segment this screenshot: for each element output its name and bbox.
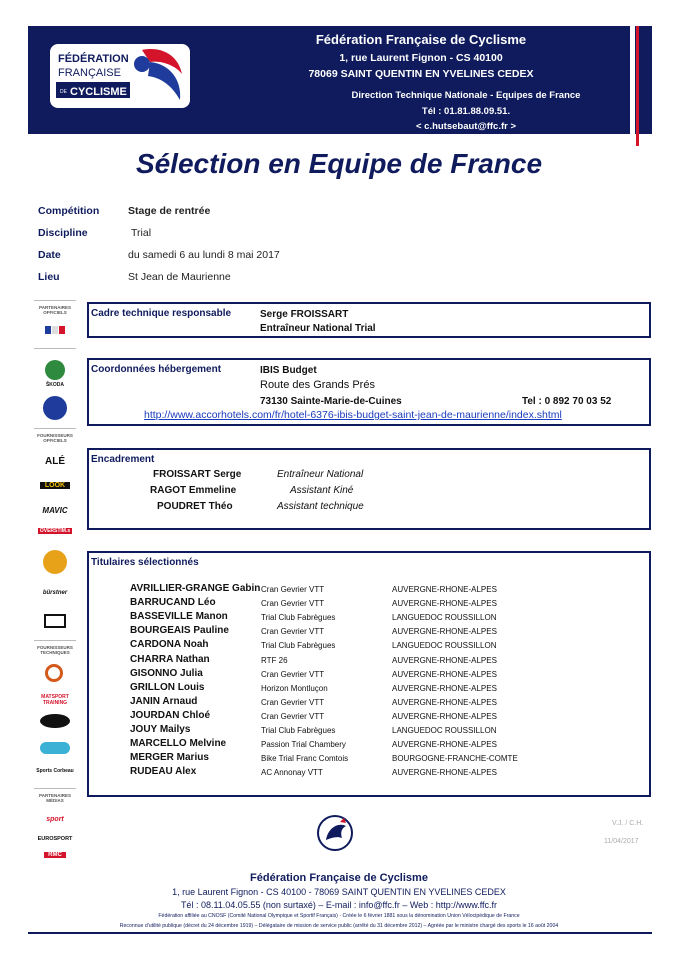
header-direction: Direction Technique Nationale - Equipes de France	[351, 90, 581, 101]
signature-date: 11/04/2017	[604, 838, 639, 845]
rider-club: RTF 26	[261, 655, 288, 665]
rider-name: RUDEAU Alex	[130, 766, 197, 778]
header-address-2: 78069 SAINT QUENTIN EN YVELINES CEDEX	[308, 68, 534, 80]
rider-club: Cran Gevrier VTT	[261, 711, 325, 721]
rider-region: AUVERGNE-RHONE-ALPES	[392, 740, 497, 750]
footer-address: 1, rue Laurent Fignon - CS 40100 - 78069 SAINT QUENTIN EN YVELINES CEDEX	[172, 887, 506, 897]
titulaires-box	[87, 551, 651, 797]
eurosport-logo: EUROSPORT	[37, 836, 73, 842]
french-republic-logo	[45, 326, 65, 338]
cadre-title: Cadre technique responsable	[91, 308, 232, 319]
cadre-role: Entraîneur National Trial	[260, 323, 376, 334]
header-stripe-red	[636, 26, 639, 146]
rider-name: MARCELLO Melvine	[130, 738, 227, 750]
footer-name: Fédération Française de Cyclisme	[250, 872, 428, 884]
rider-region: AUVERGNE-RHONE-ALPES	[392, 585, 497, 594]
cyan-brand-logo	[40, 742, 70, 754]
rider-region: LANGUEDOC ROUSSILLON	[392, 641, 497, 651]
skoda-logo	[45, 360, 65, 380]
competition-label: Compétition	[38, 205, 100, 217]
rider-name: CARDONA Noah	[130, 639, 209, 651]
mavic-logo: MAVIC	[42, 506, 68, 515]
rider-region: AUVERGNE-RHONE-ALPES	[392, 627, 497, 637]
ffc-logo	[50, 44, 190, 108]
rider-name: JANIN Arnaud	[130, 695, 198, 707]
date-value: du samedi 6 au lundi 8 mai 2017	[128, 249, 280, 261]
hotel-city: 73130 Sainte-Marie-de-Cuines	[260, 396, 402, 407]
rider-region: BOURGOGNE-FRANCHE-COMTE	[392, 754, 518, 764]
media-caption: PARTENAIRES MÉDIAS	[39, 793, 71, 803]
rider-name: BARRUCAND Léo	[130, 597, 216, 609]
rider-region: AUVERGNE-RHONE-ALPES	[392, 599, 497, 609]
hotel-name: IBIS Budget	[260, 365, 317, 376]
hotel-street: Route des Grands Prés	[260, 379, 375, 391]
rider-club: Trial Club Fabrègues	[261, 613, 336, 623]
suppliers-caption: FOURNISSEURS OFFICIELS	[37, 433, 73, 443]
page-title: Sélection en Equipe de France	[135, 148, 543, 179]
logo-line1: FÉDÉRATION	[58, 53, 129, 65]
rider-name: JOURDAN Chloé	[130, 709, 211, 721]
rider-club: Bike Trial Franc Comtois	[261, 754, 349, 764]
competition-value: Stage de rentrée	[128, 205, 211, 217]
header-tel: Tél : 01.81.88.09.51.	[421, 106, 511, 117]
logo-line2: FRANÇAISE	[58, 67, 121, 79]
signature-initials: V.J. / C.H.	[612, 820, 644, 827]
fdj-logo	[43, 396, 67, 420]
header-stripe-white	[630, 26, 635, 146]
ciclo-logo	[45, 664, 63, 682]
rider-name: GRILLON Louis	[130, 681, 205, 693]
staff-name: FROISSART Serge	[153, 469, 242, 480]
discipline-value: Trial	[131, 227, 152, 239]
hebergement-box	[87, 358, 651, 426]
logo-line3: CYCLISME	[70, 86, 127, 98]
lieu-value: St Jean de Maurienne	[128, 271, 231, 283]
rider-name: JOUY Mailys	[130, 724, 191, 735]
lieu-label: Lieu	[38, 271, 60, 283]
matsport-logo: MATSPORT TRAINING	[41, 694, 69, 706]
medal-logo	[43, 550, 67, 574]
staff-name: POUDRET Théo	[157, 501, 233, 512]
look-logo: LOOK	[40, 482, 70, 489]
staff-role: Assistant technique	[277, 501, 364, 512]
rider-region: AUVERGNE-RHONE-ALPES	[392, 683, 497, 693]
rider-name: BASSEVILLE Manon	[130, 611, 228, 623]
rider-club: Cran Gevrier VTT	[261, 669, 325, 679]
hotel-tel: Tel : 0 892 70 03 52	[522, 396, 612, 407]
footer-affiliation: Fédération affiliée au CNOSF (Comité National Olympique et Sportif Français) · Créée le 6 février 1881 sous la dénomination Union Vélocipédique de France	[158, 913, 520, 919]
rider-name: CHARRA Nathan	[130, 653, 210, 665]
encadrement-title: Encadrement	[91, 454, 155, 465]
footer-contact[interactable]: Tél : 08.11.04.05.55 (non surtaxé) – E-mail : info@ffc.fr – Web : http://www.ffc.fr	[180, 900, 498, 910]
discipline-label: Discipline	[38, 227, 88, 239]
cadre-name: Serge FROISSART	[260, 309, 349, 320]
rider-region: LANGUEDOC ROUSSILLON	[392, 613, 497, 623]
header-address-1: 1, rue Laurent Fignon - CS 40100	[339, 52, 503, 64]
france-tv-sport-logo: sport	[46, 816, 64, 823]
rider-club: Cran Gevrier VTT	[261, 627, 325, 637]
staff-role: Entraîneur National	[277, 469, 364, 480]
rider-name: MERGER Marius	[130, 752, 209, 764]
footer-recognition: Reconnue d'utilité publique (décret du 24 décembre 1919) – Délégataire de mission de service public (arrêté du 31 décembre 2012) – Agréée par le ministre chargé des sports le 16 août 2004	[119, 923, 559, 929]
hotel-link[interactable]: http://www.accorhotels.com/fr/hotel-6376-ibis-budget-saint-jean-de-maurienne/index.shtml	[144, 409, 562, 421]
partners-caption: PARTENAIRES OFFICIELS	[39, 305, 71, 315]
rider-region: AUVERGNE-RHONE-ALPES	[392, 669, 497, 679]
burstner-logo: bürstner	[42, 590, 68, 596]
rider-region: LANGUEDOC ROUSSILLON	[392, 726, 497, 735]
rider-region: AUVERGNE-RHONE-ALPES	[392, 697, 497, 707]
footer-rule	[28, 932, 652, 934]
sponsor-column	[30, 300, 80, 870]
rider-club: Cran Gevrier VTT	[261, 599, 325, 609]
oval-brand-logo	[40, 714, 70, 728]
rider-club: Cran Gevrier VTT	[261, 585, 325, 594]
rider-region: AUVERGNE-RHONE-ALPES	[392, 655, 497, 665]
rmc-logo: RMC	[44, 852, 66, 858]
rider-region: AUVERGNE-RHONE-ALPES	[392, 711, 497, 721]
ale-logo: ALÉ	[45, 456, 65, 467]
rider-club: Passion Trial Chambery	[261, 740, 346, 750]
skoda-label: ŠKODA	[45, 382, 65, 388]
rider-name: GISONNO Julia	[130, 667, 203, 679]
rooster-logo	[316, 814, 354, 852]
encadrement-box	[87, 448, 651, 530]
rider-region: AUVERGNE-RHONE-ALPES	[392, 768, 497, 778]
titulaires-title: Titulaires sélectionnés	[91, 557, 199, 568]
rider-club: Trial Club Fabrègues	[261, 641, 336, 651]
rider-name: AVRILLIER-GRANGE Gabin	[130, 583, 261, 594]
date-label: Date	[38, 249, 61, 261]
hebergement-title: Coordonnées hébergement	[91, 364, 222, 375]
hutchinson-logo	[44, 614, 66, 628]
overstim-logo: OVERSTIM.s	[39, 528, 71, 534]
rider-club: Horizon Montluçon	[261, 683, 328, 693]
rider-name: BOURGEAIS Pauline	[130, 625, 229, 637]
logo-prefix: DE	[60, 89, 67, 95]
sports-corbeau-logo: Sports Corbeau	[36, 768, 74, 774]
header-email[interactable]: < c.hutsebaut@ffc.fr >	[415, 121, 517, 132]
cadre-box	[87, 302, 651, 338]
rider-club: Trial Club Fabrègues	[261, 726, 336, 735]
staff-role: Assistant Kiné	[290, 485, 354, 496]
rider-club: Cran Gevrier VTT	[261, 697, 325, 707]
staff-name: RAGOT Emmeline	[150, 485, 237, 496]
tech-suppliers-caption: FOURNISSEURS TECHNIQUES	[37, 645, 73, 655]
rider-club: AC Annonay VTT	[261, 768, 323, 778]
header-org-name: Fédération Française de Cyclisme	[315, 32, 527, 47]
